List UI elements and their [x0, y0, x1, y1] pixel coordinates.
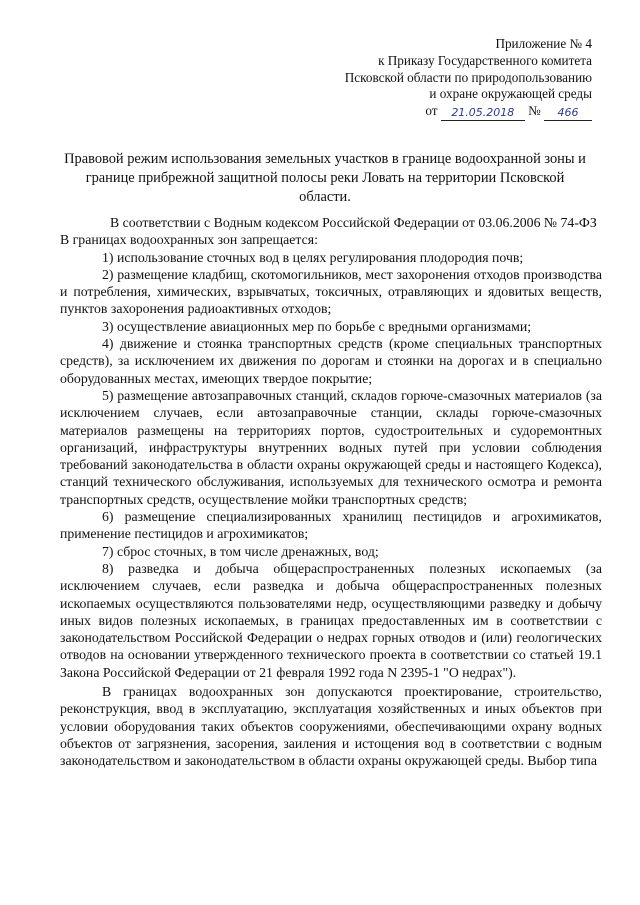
permitted-paragraph: В границах водоохранных зон допускаются проектирование, строительство, реконструкция, ввод в эксплуатацию, эксплуатация хозяйственных и иных объектов при условии оборудования таких объектов сооружениями, обеспечивающими охрану водных объектов от загрязнения, засорения, заиления и истощения вод в соответствии с водным законодательством и законодательством в области охраны окружающей среды. Выбор типа — [60, 684, 602, 769]
prohibition-item-3: 3) осуществление авиационных мер по борьбе с вредными организмами; — [102, 318, 532, 334]
order-prefix: от — [425, 103, 438, 119]
prohibition-item-5: 5) размещение автозаправочных станций, складов горюче-смазочных материалов (за исключением случаев, если автозаправочные станции, склады горюче-смазочных материалов размещены на территориях портов, судостроительных и судоремонтных организаций, инфраструктуры внутренних водных путей при условии соблюдения требований законодательства в области охраны окружающей среды и настоящего Кодекса), станций технического обслуживания, используемых для технического осмотра и ремонта транспортных средств, осуществление мойки транспортных средств; — [60, 387, 602, 507]
prohibition-item-7: 7) сброс сточных, в том числе дренажных, вод; — [102, 543, 379, 559]
appendix-header — [292, 36, 592, 120]
appendix-title: Приложение № 4 — [495, 36, 592, 51]
prohibitions-lead: В границах водоохранных зон запрещается: — [60, 232, 318, 248]
document-title: Правовой режим использования земельных участков в границе водоохранной зоны и границе прибрежной защитной полосы реки Ловать на территории Псковской области. — [64, 151, 586, 205]
order-number-handwritten: 466 — [544, 106, 592, 121]
prohibition-item-1: 1) использование сточных вод в целях регулирования плодородия почв; — [102, 249, 524, 265]
order-date-number-line — [292, 103, 592, 120]
appendix-committee: Псковской области по природопользованию — [344, 69, 592, 85]
intro-paragraph: В соответствии с Водным кодексом Российской Федерации от 03.06.2006 № 74-ФЗ — [110, 215, 597, 230]
prohibition-item-2: 2) размещение кладбищ, скотомогильников, мест захоронения отходов производства и потребления, химических, взрывчатых, токсичных, отравляющих и ядовитых веществ, пунктов захоронения радиоактивных отходов; — [60, 266, 602, 317]
order-date-handwritten: 21.05.2018 — [441, 106, 525, 121]
prohibition-item-8: 8) разведка и добыча общераспространенных полезных ископаемых (за исключением случаев, если разведка и добыча общераспространенных полезных ископаемых осуществляются пользователями недр, осуществляющими разведку и добычу иных видов полезных ископаемых, в границах предоставленных им в соответствии с законодательством Российской Федерации о недрах горных отводов и (или) геологических отводов на основании утвержденного технического проекта в соответствии со статьей 19.1 Закона Российской Федерации от 21 февраля 1992 года N 2395-1 "О недрах"). — [60, 560, 602, 680]
appendix-committee-cont: и охране окружающей среды — [429, 86, 592, 102]
prohibition-item-6: 6) размещение специализированных хранилищ пестицидов и агрохимикатов, применение пестицидов и агрохимикатов; — [60, 509, 602, 542]
order-number-label: № — [528, 103, 541, 119]
document-body — [60, 214, 602, 770]
appendix-order-ref: к Приказу Государственного комитета — [378, 52, 592, 68]
prohibition-item-4: 4) движение и стоянка транспортных средств (кроме специальных транспортных средств), за исключением их движения по дорогам и стоянки на дорогах и в специально оборудованных местах, имеющих твердое покрытие; — [60, 336, 602, 386]
